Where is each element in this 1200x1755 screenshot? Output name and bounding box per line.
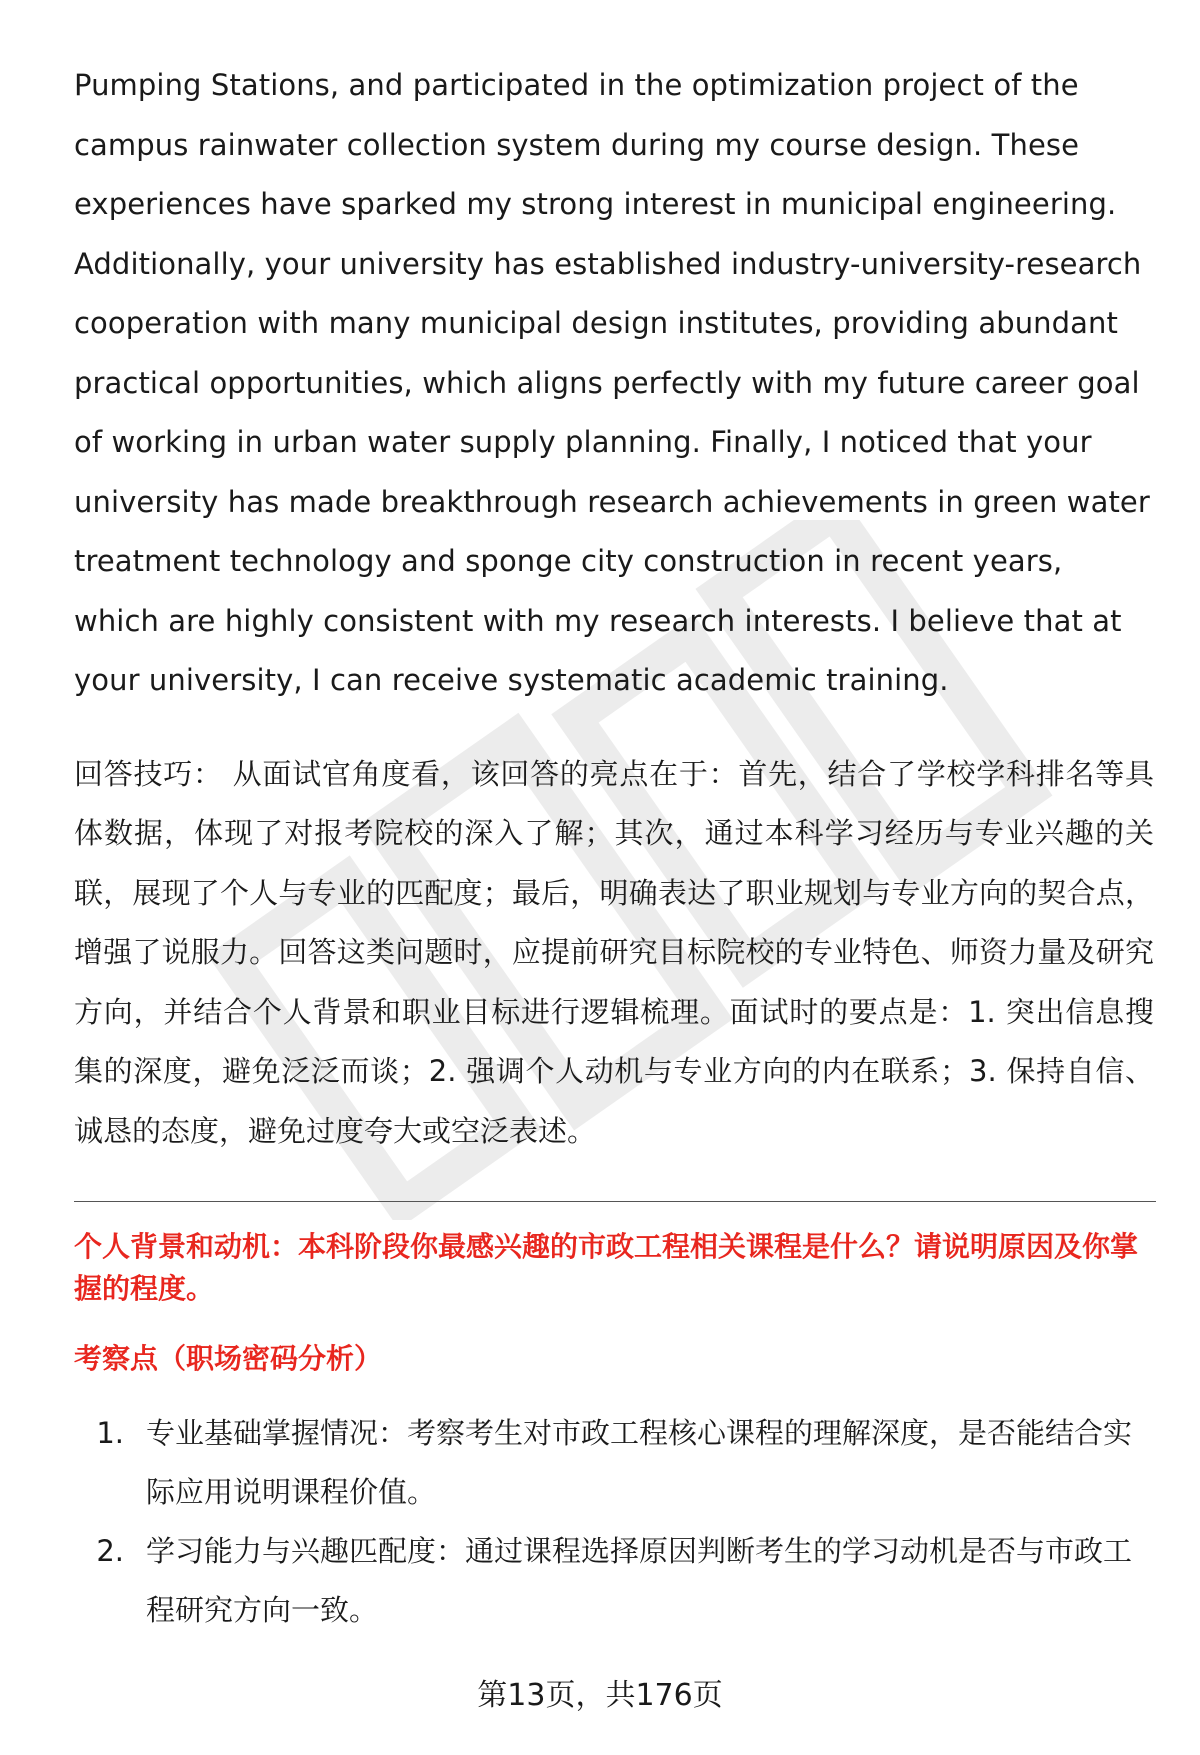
list-item bbox=[74, 1404, 1154, 1522]
list-item-number: 1. bbox=[96, 1416, 124, 1450]
list-item-text: 学习能力与兴趣匹配度：通过课程选择原因判断考生的学习动机是否与市政工程研究方向一致。 bbox=[146, 1534, 1133, 1627]
page-content bbox=[74, 56, 1154, 1640]
section-divider bbox=[74, 1201, 1156, 1202]
answer-tip-paragraph: 回答技巧： 从面试官角度看，该回答的亮点在于：首先，结合了学校学科排名等具体数据，体现了对报考院校的深入了解；其次，通过本科学习经历与专业兴趣的关联，展现了个人与专业的匹配度；最后，明确表达了职业规划与专业方向的契合点，增强了说服力。回答这类问题时，应提前研究目标院校的专业特色、师资力量及研究方向，并结合个人背景和职业目标进行逻辑梳理。面试时的要点是：1. 突出信息搜集的深度，避免泛泛而谈；2. 强调个人动机与专业方向的内在联系；3. 保持自信、诚恳的态度，避免过度夸大或空泛表述。 bbox=[74, 756, 1154, 1148]
page-number-footer: 第13页，共176页 bbox=[477, 1678, 723, 1713]
list-item-text: 专业基础掌握情况：考察考生对市政工程核心课程的理解深度，是否能结合实际应用说明课程价值。 bbox=[146, 1416, 1133, 1509]
answer-paragraph-english: Pumping Stations, and participated in the optimization project of the campus rainwater collection system during my course design. These experiences have sparked my strong interest in municipal engineering. Additionally, your university has established industry-university-research cooperation with many municipal design institutes, providing abundant practical opportunities, which aligns perfectly with my future career goal of working in urban water supply planning. Finally, I noticed that your university has made breakthrough research achievements in green water treatment technology and sponge city construction in recent years, which are highly consistent with my research interests. I believe that at your university, I can receive systematic academic training. bbox=[74, 68, 1150, 697]
exam-points-list bbox=[74, 1404, 1154, 1640]
question-title: 个人背景和动机：本科阶段你最感兴趣的市政工程相关课程是什么？请说明原因及你掌握的程度。 bbox=[74, 1230, 1139, 1305]
list-item bbox=[74, 1522, 1154, 1640]
list-item-number: 2. bbox=[96, 1534, 124, 1568]
exam-points-title: 考察点（职场密码分析） bbox=[74, 1342, 383, 1375]
